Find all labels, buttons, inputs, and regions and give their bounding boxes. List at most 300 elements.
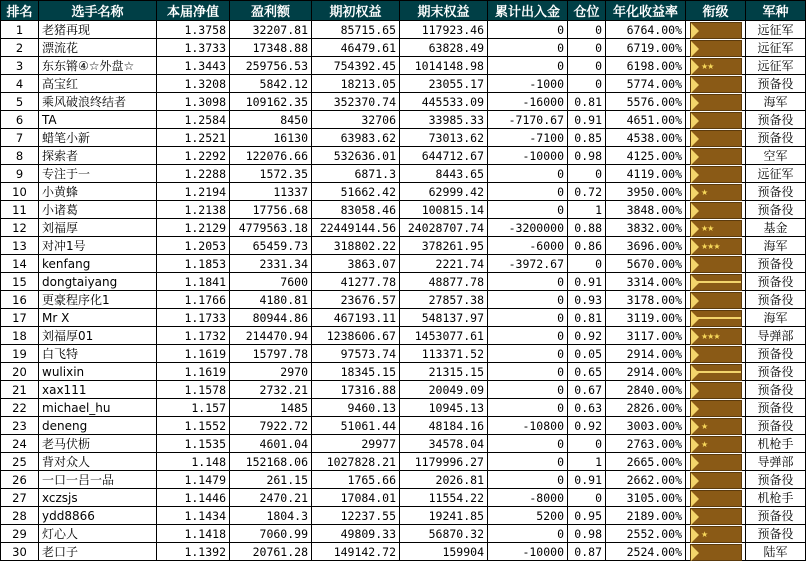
column-header[interactable]: 盈利额	[230, 1, 312, 21]
position-cell: 0.91	[568, 471, 606, 489]
rank-cell: 7	[1, 129, 39, 147]
branch-cell: 远征军	[746, 21, 806, 39]
profit-cell: 4180.81	[230, 291, 312, 309]
end-equity-cell: 23055.17	[400, 75, 488, 93]
nav-cell: 1.1535	[157, 435, 230, 453]
net-flow-cell: -1000	[488, 75, 568, 93]
position-cell: 0.86	[568, 237, 606, 255]
end-equity-cell: 48184.16	[400, 417, 488, 435]
nav-cell: 1.1619	[157, 345, 230, 363]
header-row	[1, 1, 806, 21]
end-equity-cell: 1453077.61	[400, 327, 488, 345]
position-cell: 0.93	[568, 291, 606, 309]
end-equity-cell: 56870.32	[400, 525, 488, 543]
net-flow-cell: 0	[488, 381, 568, 399]
rank-insignia-icon	[690, 436, 742, 453]
net-flow-cell: 0	[488, 363, 568, 381]
player-name-cell: Mr X	[39, 309, 157, 327]
annual-return-cell: 2826.00%	[606, 399, 686, 417]
annual-return-cell: 3832.00%	[606, 219, 686, 237]
player-name-cell: michael_hu	[39, 399, 157, 417]
start-equity-cell: 29977	[312, 435, 400, 453]
rank-insignia-icon	[690, 22, 742, 39]
position-cell: 0	[568, 489, 606, 507]
rank-insignia-icon	[690, 346, 742, 363]
net-flow-cell: -7170.67	[488, 111, 568, 129]
rank-badge-cell	[686, 219, 746, 237]
nav-cell: 1.2584	[157, 111, 230, 129]
rank-badge-cell	[686, 309, 746, 327]
branch-cell: 预备役	[746, 363, 806, 381]
net-flow-cell: -10800	[488, 417, 568, 435]
table-row[interactable]	[1, 345, 806, 363]
start-equity-cell: 49809.33	[312, 525, 400, 543]
column-header[interactable]: 军种	[746, 1, 806, 21]
rank-insignia-icon	[690, 418, 742, 435]
table-row[interactable]	[1, 363, 806, 381]
nav-cell: 1.2053	[157, 237, 230, 255]
table-row[interactable]	[1, 273, 806, 291]
rank-badge-cell	[686, 147, 746, 165]
position-cell: 0.92	[568, 327, 606, 345]
table-row[interactable]	[1, 453, 806, 471]
table-row[interactable]	[1, 219, 806, 237]
profit-cell: 80944.86	[230, 309, 312, 327]
nav-cell: 1.1766	[157, 291, 230, 309]
player-name-cell: 老口子	[39, 543, 157, 561]
table-row[interactable]	[1, 471, 806, 489]
rank-cell: 5	[1, 93, 39, 111]
profit-cell: 8450	[230, 111, 312, 129]
branch-cell: 预备役	[746, 507, 806, 525]
nav-cell: 1.1732	[157, 327, 230, 345]
nav-cell: 1.1446	[157, 489, 230, 507]
annual-return-cell: 2763.00%	[606, 435, 686, 453]
position-cell: 0.67	[568, 381, 606, 399]
profit-cell: 214470.94	[230, 327, 312, 345]
end-equity-cell: 34578.04	[400, 435, 488, 453]
net-flow-cell: 0	[488, 327, 568, 345]
rank-cell: 27	[1, 489, 39, 507]
net-flow-cell: -6000	[488, 237, 568, 255]
start-equity-cell: 32706	[312, 111, 400, 129]
table-row[interactable]	[1, 129, 806, 147]
start-equity-cell: 467193.11	[312, 309, 400, 327]
rank-cell: 2	[1, 39, 39, 57]
table-row[interactable]	[1, 165, 806, 183]
start-equity-cell: 97573.74	[312, 345, 400, 363]
annual-return-cell: 3178.00%	[606, 291, 686, 309]
player-name-cell: 一口一吕一品	[39, 471, 157, 489]
position-cell: 0.63	[568, 399, 606, 417]
rank-badge-cell	[686, 273, 746, 291]
start-equity-cell: 1027828.21	[312, 453, 400, 471]
player-name-cell: ydd8866	[39, 507, 157, 525]
player-name-cell: xax111	[39, 381, 157, 399]
branch-cell: 预备役	[746, 183, 806, 201]
end-equity-cell: 644712.67	[400, 147, 488, 165]
player-name-cell: 对冲1号	[39, 237, 157, 255]
player-name-cell: 老马伏枥	[39, 435, 157, 453]
player-name-cell: 更豪程序化1	[39, 291, 157, 309]
insignia-stars: ★★★	[701, 332, 720, 341]
net-flow-cell: 0	[488, 525, 568, 543]
end-equity-cell: 24028707.74	[400, 219, 488, 237]
end-equity-cell: 1014148.98	[400, 57, 488, 75]
player-name-cell: 背对众人	[39, 453, 157, 471]
nav-cell: 1.148	[157, 453, 230, 471]
rank-badge-cell	[686, 237, 746, 255]
position-cell: 0.98	[568, 525, 606, 543]
branch-cell: 基金	[746, 219, 806, 237]
rank-cell: 3	[1, 57, 39, 75]
player-name-cell: 白飞特	[39, 345, 157, 363]
rank-cell: 28	[1, 507, 39, 525]
start-equity-cell: 18345.15	[312, 363, 400, 381]
rank-cell: 22	[1, 399, 39, 417]
nav-cell: 1.2194	[157, 183, 230, 201]
net-flow-cell: 0	[488, 183, 568, 201]
start-equity-cell: 51061.44	[312, 417, 400, 435]
position-cell: 0.91	[568, 111, 606, 129]
rank-cell: 20	[1, 363, 39, 381]
end-equity-cell: 548137.97	[400, 309, 488, 327]
end-equity-cell: 33985.33	[400, 111, 488, 129]
player-name-cell: wulixin	[39, 363, 157, 381]
rank-insignia-icon	[690, 508, 742, 525]
rank-insignia-icon	[690, 292, 742, 309]
annual-return-cell: 6719.00%	[606, 39, 686, 57]
rank-insignia-icon	[690, 112, 742, 129]
player-name-cell: xczsjs	[39, 489, 157, 507]
rank-cell: 8	[1, 147, 39, 165]
end-equity-cell: 20049.09	[400, 381, 488, 399]
end-equity-cell: 1179996.27	[400, 453, 488, 471]
net-flow-cell: -7100	[488, 129, 568, 147]
column-header[interactable]: 排名	[1, 1, 39, 21]
start-equity-cell: 18213.05	[312, 75, 400, 93]
annual-return-cell: 5670.00%	[606, 255, 686, 273]
nav-cell: 1.3443	[157, 57, 230, 75]
rank-cell: 4	[1, 75, 39, 93]
rank-badge-cell	[686, 21, 746, 39]
nav-cell: 1.2129	[157, 219, 230, 237]
profit-cell: 20761.28	[230, 543, 312, 561]
rank-badge-cell	[686, 471, 746, 489]
end-equity-cell: 2221.74	[400, 255, 488, 273]
rank-badge-cell	[686, 543, 746, 561]
table-row[interactable]	[1, 543, 806, 561]
rank-cell: 17	[1, 309, 39, 327]
rank-insignia-icon	[690, 274, 742, 291]
nav-cell: 1.1733	[157, 309, 230, 327]
annual-return-cell: 3119.00%	[606, 309, 686, 327]
branch-cell: 预备役	[746, 255, 806, 273]
rank-badge-cell	[686, 291, 746, 309]
table-row[interactable]	[1, 399, 806, 417]
net-flow-cell: 0	[488, 273, 568, 291]
table-row[interactable]	[1, 57, 806, 75]
column-header[interactable]: 仓位	[568, 1, 606, 21]
position-cell: 0	[568, 39, 606, 57]
position-cell: 0.91	[568, 273, 606, 291]
end-equity-cell: 8443.65	[400, 165, 488, 183]
table-row[interactable]	[1, 309, 806, 327]
table-row[interactable]	[1, 255, 806, 273]
column-header[interactable]: 期末权益	[400, 1, 488, 21]
net-flow-cell: 0	[488, 165, 568, 183]
branch-cell: 远征军	[746, 165, 806, 183]
rank-cell: 6	[1, 111, 39, 129]
nav-cell: 1.1578	[157, 381, 230, 399]
branch-cell: 预备役	[746, 129, 806, 147]
table-row[interactable]	[1, 327, 806, 345]
annual-return-cell: 4119.00%	[606, 165, 686, 183]
rank-cell: 15	[1, 273, 39, 291]
start-equity-cell: 352370.74	[312, 93, 400, 111]
annual-return-cell: 4651.00%	[606, 111, 686, 129]
rank-cell: 25	[1, 453, 39, 471]
table-row[interactable]	[1, 183, 806, 201]
table-row[interactable]	[1, 489, 806, 507]
table-row[interactable]	[1, 417, 806, 435]
rank-badge-cell	[686, 525, 746, 543]
rank-insignia-icon	[690, 220, 742, 237]
annual-return-cell: 6198.00%	[606, 57, 686, 75]
net-flow-cell: -8000	[488, 489, 568, 507]
rank-insignia-icon	[690, 490, 742, 507]
net-flow-cell: -10000	[488, 147, 568, 165]
profit-cell: 261.15	[230, 471, 312, 489]
table-row[interactable]	[1, 21, 806, 39]
position-cell: 0.88	[568, 219, 606, 237]
position-cell: 1	[568, 453, 606, 471]
net-flow-cell: 0	[488, 345, 568, 363]
annual-return-cell: 2914.00%	[606, 345, 686, 363]
rank-badge-cell	[686, 345, 746, 363]
annual-return-cell: 3117.00%	[606, 327, 686, 345]
rank-cell: 9	[1, 165, 39, 183]
start-equity-cell: 1238606.67	[312, 327, 400, 345]
player-name-cell: 乘风破浪终结者	[39, 93, 157, 111]
rank-cell: 14	[1, 255, 39, 273]
profit-cell: 2331.34	[230, 255, 312, 273]
table-row[interactable]	[1, 75, 806, 93]
column-header[interactable]: 年化收益率	[606, 1, 686, 21]
insignia-stars: ★★	[701, 224, 714, 233]
start-equity-cell: 12237.55	[312, 507, 400, 525]
end-equity-cell: 19241.85	[400, 507, 488, 525]
start-equity-cell: 9460.13	[312, 399, 400, 417]
net-flow-cell: 0	[488, 309, 568, 327]
position-cell: 0.98	[568, 147, 606, 165]
table-row[interactable]	[1, 39, 806, 57]
rank-insignia-icon	[690, 166, 742, 183]
position-cell: 0.87	[568, 543, 606, 561]
annual-return-cell: 5774.00%	[606, 75, 686, 93]
profit-cell: 2970	[230, 363, 312, 381]
rank-insignia-icon	[690, 382, 742, 399]
annual-return-cell: 6764.00%	[606, 21, 686, 39]
end-equity-cell: 11554.22	[400, 489, 488, 507]
rank-badge-cell	[686, 93, 746, 111]
profit-cell: 1572.35	[230, 165, 312, 183]
profit-cell: 152168.06	[230, 453, 312, 471]
profit-cell: 32207.81	[230, 21, 312, 39]
net-flow-cell: 5200	[488, 507, 568, 525]
nav-cell: 1.157	[157, 399, 230, 417]
column-header[interactable]: 选手名称	[39, 1, 157, 21]
annual-return-cell: 3950.00%	[606, 183, 686, 201]
end-equity-cell: 21315.15	[400, 363, 488, 381]
column-header[interactable]: 本届净值	[157, 1, 230, 21]
rank-cell: 11	[1, 201, 39, 219]
rank-badge-cell	[686, 165, 746, 183]
insignia-stars: ★	[701, 440, 708, 449]
profit-cell: 109162.35	[230, 93, 312, 111]
branch-cell: 导弹部	[746, 327, 806, 345]
annual-return-cell: 2189.00%	[606, 507, 686, 525]
annual-return-cell: 3314.00%	[606, 273, 686, 291]
start-equity-cell: 41277.78	[312, 273, 400, 291]
position-cell: 0.85	[568, 129, 606, 147]
table-row[interactable]	[1, 237, 806, 255]
column-header[interactable]: 累计出入金	[488, 1, 568, 21]
branch-cell: 海军	[746, 309, 806, 327]
nav-cell: 1.1841	[157, 273, 230, 291]
profit-cell: 7600	[230, 273, 312, 291]
start-equity-cell: 6871.3	[312, 165, 400, 183]
end-equity-cell: 113371.52	[400, 345, 488, 363]
branch-cell: 预备役	[746, 75, 806, 93]
position-cell: 0.92	[568, 417, 606, 435]
annual-return-cell: 3003.00%	[606, 417, 686, 435]
start-equity-cell: 22449144.56	[312, 219, 400, 237]
column-header[interactable]: 衔级	[686, 1, 746, 21]
position-cell: 0.81	[568, 309, 606, 327]
rank-badge-cell	[686, 75, 746, 93]
annual-return-cell: 2552.00%	[606, 525, 686, 543]
start-equity-cell: 63983.62	[312, 129, 400, 147]
end-equity-cell: 63828.49	[400, 39, 488, 57]
rank-insignia-icon	[690, 454, 742, 471]
nav-cell: 1.2288	[157, 165, 230, 183]
rank-insignia-icon	[690, 400, 742, 417]
table-row[interactable]	[1, 147, 806, 165]
nav-cell: 1.3208	[157, 75, 230, 93]
table-body	[1, 21, 806, 561]
rank-badge-cell	[686, 453, 746, 471]
rank-cell: 24	[1, 435, 39, 453]
branch-cell: 预备役	[746, 201, 806, 219]
table-row[interactable]	[1, 525, 806, 543]
end-equity-cell: 10945.13	[400, 399, 488, 417]
start-equity-cell: 17316.88	[312, 381, 400, 399]
table-row[interactable]	[1, 201, 806, 219]
nav-cell: 1.1479	[157, 471, 230, 489]
profit-cell: 259756.53	[230, 57, 312, 75]
rank-cell: 10	[1, 183, 39, 201]
player-name-cell: 蜡笔小新	[39, 129, 157, 147]
table-row[interactable]	[1, 507, 806, 525]
net-flow-cell: -3972.67	[488, 255, 568, 273]
table-row[interactable]	[1, 291, 806, 309]
nav-cell: 1.1552	[157, 417, 230, 435]
player-name-cell: 小诸葛	[39, 201, 157, 219]
annual-return-cell: 4538.00%	[606, 129, 686, 147]
column-header[interactable]: 期初权益	[312, 1, 400, 21]
rank-insignia-icon	[690, 328, 742, 345]
rank-cell: 12	[1, 219, 39, 237]
rank-badge-cell	[686, 183, 746, 201]
annual-return-cell: 5576.00%	[606, 93, 686, 111]
branch-cell: 远征军	[746, 39, 806, 57]
position-cell: 0	[568, 165, 606, 183]
rank-cell: 29	[1, 525, 39, 543]
branch-cell: 海军	[746, 237, 806, 255]
rank-insignia-icon	[690, 130, 742, 147]
position-cell: 0	[568, 21, 606, 39]
player-name-cell: deneng	[39, 417, 157, 435]
insignia-stars: ★★	[701, 62, 714, 71]
rank-insignia-icon	[690, 148, 742, 165]
start-equity-cell: 3863.07	[312, 255, 400, 273]
rank-insignia-icon	[690, 526, 742, 543]
net-flow-cell: 0	[488, 435, 568, 453]
rank-badge-cell	[686, 111, 746, 129]
nav-cell: 1.1853	[157, 255, 230, 273]
player-name-cell: 探索者	[39, 147, 157, 165]
position-cell: 0	[568, 255, 606, 273]
nav-cell: 1.3758	[157, 21, 230, 39]
annual-return-cell: 3848.00%	[606, 201, 686, 219]
net-flow-cell: -10000	[488, 543, 568, 561]
end-equity-cell: 378261.95	[400, 237, 488, 255]
table-row[interactable]	[1, 93, 806, 111]
branch-cell: 预备役	[746, 525, 806, 543]
start-equity-cell: 46479.61	[312, 39, 400, 57]
end-equity-cell: 62999.42	[400, 183, 488, 201]
profit-cell: 1485	[230, 399, 312, 417]
rank-badge-cell	[686, 489, 746, 507]
nav-cell: 1.3733	[157, 39, 230, 57]
start-equity-cell: 83058.46	[312, 201, 400, 219]
branch-cell: 空军	[746, 147, 806, 165]
position-cell: 0	[568, 435, 606, 453]
rank-insignia-icon	[690, 238, 742, 255]
profit-cell: 5842.12	[230, 75, 312, 93]
branch-cell: 预备役	[746, 273, 806, 291]
profit-cell: 11337	[230, 183, 312, 201]
table-row[interactable]	[1, 381, 806, 399]
position-cell: 0.05	[568, 345, 606, 363]
table-row[interactable]	[1, 435, 806, 453]
profit-cell: 65459.73	[230, 237, 312, 255]
annual-return-cell: 2914.00%	[606, 363, 686, 381]
start-equity-cell: 23676.57	[312, 291, 400, 309]
player-name-cell: 老猪再现	[39, 21, 157, 39]
profit-cell: 7060.99	[230, 525, 312, 543]
rank-cell: 16	[1, 291, 39, 309]
profit-cell: 122076.66	[230, 147, 312, 165]
player-name-cell: 专注于一	[39, 165, 157, 183]
table-row[interactable]	[1, 111, 806, 129]
rank-cell: 18	[1, 327, 39, 345]
annual-return-cell: 2840.00%	[606, 381, 686, 399]
net-flow-cell: 0	[488, 471, 568, 489]
player-name-cell: 漂流花	[39, 39, 157, 57]
nav-cell: 1.1434	[157, 507, 230, 525]
